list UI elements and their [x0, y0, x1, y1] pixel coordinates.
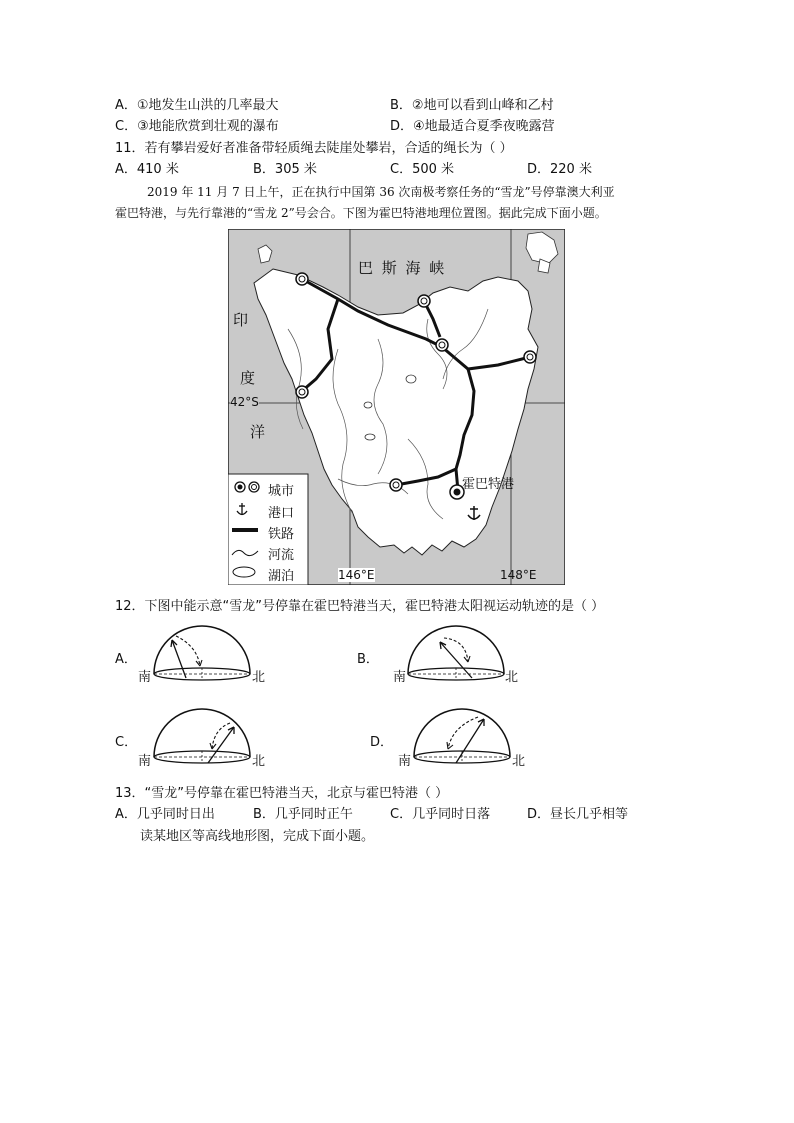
city-north: [418, 295, 430, 307]
q12-b-north: 北: [505, 670, 519, 685]
sun-path-diagram-c: [152, 705, 252, 765]
q12-option-d: D．: [370, 735, 394, 750]
lake: [406, 375, 416, 383]
label-ocean-2: 度: [240, 369, 256, 387]
hobart-location-map: [228, 229, 565, 585]
next-intro: 读某地区等高线地形图，完成下面小题。: [140, 829, 375, 844]
q13-stem: 13．“雪龙”号停靠在霍巴特港当天，北京与霍巴特港（ ）: [115, 786, 449, 801]
q12-c-south: 南: [138, 754, 152, 769]
q11-option-b: B．305 米: [253, 162, 317, 177]
q12-stem: 12．下图中能示意“雪龙”号停靠在霍巴特港当天，霍巴特港太阳视运动轨迹的是（ ）: [115, 599, 605, 614]
legend-river-label: 河流: [268, 548, 295, 563]
city-east: [524, 351, 536, 363]
q10-option-c: C．③地能欣赏到壮观的瀑布: [115, 119, 279, 134]
q11-option-d: D．220 米: [527, 162, 592, 177]
sun-path-diagram-d: [412, 705, 512, 765]
intro-line-1: 2019 年 11 月 7 日上午，正在执行中国第 36 次南极考察任务的“雪龙”号停靠澳大利亚: [147, 185, 615, 199]
label-lon-146: 146°E: [338, 568, 375, 582]
q10-option-d: D．④地最适合夏季夜晚露营: [390, 119, 555, 134]
q12-option-b: B．: [357, 652, 379, 667]
legend-city-label: 城市: [268, 484, 295, 499]
q13-option-d: D．昼长几乎相等: [527, 807, 629, 822]
label-hobart-port: 霍巴特港: [462, 477, 515, 492]
label-lat-42s: 42°S: [230, 395, 259, 409]
sun-path-diagram-b: [406, 622, 506, 682]
q11-option-c: C．500 米: [390, 162, 455, 177]
city-launceston: [436, 339, 448, 351]
q12-c-north: 北: [252, 754, 266, 769]
q12-option-c: C．: [115, 735, 138, 750]
legend-port-label: 港口: [268, 506, 295, 521]
q13-option-c: C．几乎同时日落: [390, 807, 491, 822]
lake: [365, 434, 375, 440]
lake: [364, 402, 372, 408]
q10-option-b: B．②地可以看到山峰和乙村: [390, 98, 554, 113]
q12-b-south: 南: [393, 670, 407, 685]
city-southwest: [390, 479, 402, 491]
label-ocean-1: 印: [233, 311, 249, 329]
label-lon-148: 148°E: [500, 568, 537, 582]
q12-a-south: 南: [138, 670, 152, 685]
q13-option-a: A．几乎同时日出: [115, 807, 215, 822]
intro-line-2: 霍巴特港，与先行靠港的“雪龙 2”号会合。下图为霍巴特港地理位置图。据此完成下面小题。: [115, 206, 607, 220]
q12-option-a: A．: [115, 652, 137, 667]
q10-option-a: A．①地发生山洪的几率最大: [115, 98, 279, 113]
q11-stem: 11．若有攀岩爱好者准备带轻质绳去陡崖处攀岩，合适的绳长为（ ）: [115, 141, 513, 156]
legend-rail-label: 铁路: [268, 527, 295, 542]
q12-d-south: 南: [398, 754, 412, 769]
q13-option-b: B．几乎同时正午: [253, 807, 353, 822]
label-bass-strait: 巴 斯 海 峡: [358, 259, 447, 277]
q12-a-north: 北: [252, 670, 266, 685]
label-ocean-3: 洋: [250, 423, 266, 441]
legend-lake-label: 湖泊: [268, 569, 295, 584]
sun-path-diagram-a: [152, 622, 252, 682]
city-west: [296, 386, 308, 398]
city-northwest: [296, 273, 308, 285]
q11-option-a: A．410 米: [115, 162, 179, 177]
q12-d-north: 北: [512, 754, 526, 769]
legend-lake-icon: [233, 567, 255, 577]
